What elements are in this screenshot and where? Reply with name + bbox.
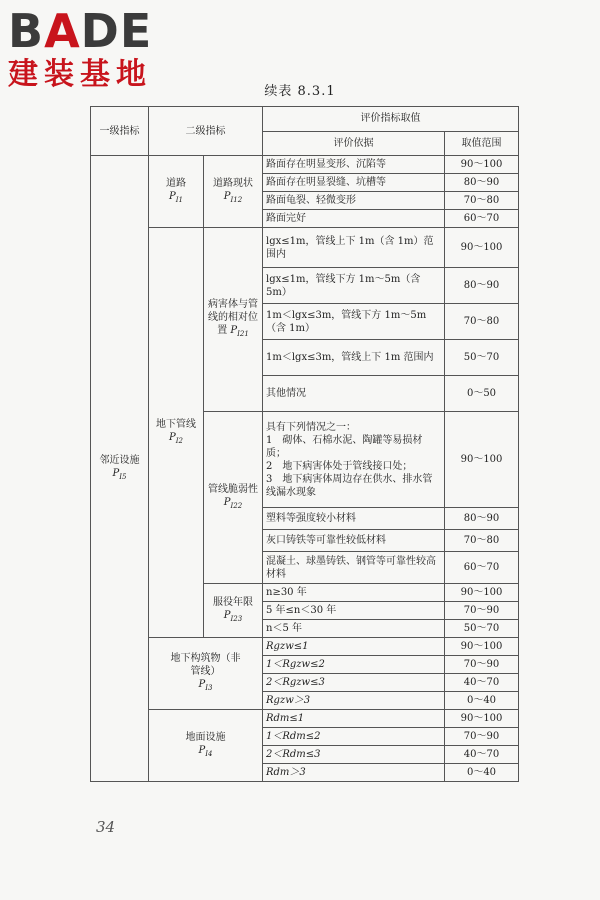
relpos-name: 病害体与管线的相对位置 xyxy=(208,299,258,336)
logo-wordmark: BADE xyxy=(8,4,153,58)
surface-name: 地面设施 xyxy=(185,731,226,743)
basis-cell: lgx≤1m，管线上下 1m（含 1m）范围内 xyxy=(263,228,445,268)
pipeline-code: P xyxy=(169,431,176,443)
surface-code-sub: I4 xyxy=(205,749,213,758)
vuln-code-sub: I22 xyxy=(230,501,243,510)
relpos-code: P xyxy=(230,325,238,336)
header-eval-group: 评价指标取值 xyxy=(263,107,519,132)
basis-cell: 路面存在明显裂缝、坑槽等 xyxy=(263,174,445,192)
range-cell: 40～70 xyxy=(445,674,519,692)
range-cell: 80～90 xyxy=(445,508,519,530)
relpos-code-sub: I21 xyxy=(237,330,249,338)
range-cell: 70～90 xyxy=(445,602,519,620)
range-cell: 70～80 xyxy=(445,530,519,552)
page-number: 34 xyxy=(96,818,116,836)
range-cell: 60～70 xyxy=(445,210,519,228)
range-cell: 40～70 xyxy=(445,746,519,764)
basis-cell: Rgzw＞3 xyxy=(263,692,445,710)
basis-cell: 灰口铸铁等可靠性较低材料 xyxy=(263,530,445,552)
road-code-sub: I1 xyxy=(175,195,183,204)
basis-cell: Rgzw≤1 xyxy=(263,638,445,656)
range-cell: 70～90 xyxy=(445,656,519,674)
range-cell: 90～100 xyxy=(445,584,519,602)
basis-cell: 塑料等强度较小材料 xyxy=(263,508,445,530)
range-cell: 60～70 xyxy=(445,552,519,584)
basis-cell: 1＜Rdm≤2 xyxy=(263,728,445,746)
basis-cell: 路面存在明显变形、沉陷等 xyxy=(263,156,445,174)
road-cell xyxy=(149,156,204,228)
table-row xyxy=(91,156,519,174)
pipeline-cell xyxy=(149,228,204,638)
pipeline-name: 地下管线 xyxy=(156,418,196,430)
service-code: P xyxy=(223,609,231,621)
table-caption: 续表 8.3.1 xyxy=(264,84,336,99)
level1-cell xyxy=(91,156,149,782)
basis-cell: 具有下列情况之一： 1 砌体、石棉水泥、陶罐等易损材质； 2 地下病害体处于管线接口处； 3 地下病害体周边存在供水、排水管线漏水现象 xyxy=(263,412,445,508)
range-cell: 90～100 xyxy=(445,156,519,174)
vuln-code: P xyxy=(223,496,231,508)
basis-cell: Rdm≤1 xyxy=(263,710,445,728)
basis-cell: 路面龟裂、轻微变形 xyxy=(263,192,445,210)
header-level1: 一级指标 xyxy=(91,107,149,156)
underground-code-sub: I3 xyxy=(205,684,213,692)
service-name: 服役年限 xyxy=(213,596,253,608)
header-level2: 二级指标 xyxy=(149,107,263,156)
road-name: 道路 xyxy=(166,177,186,189)
service-cell xyxy=(204,584,263,638)
header-basis: 评价依据 xyxy=(263,131,445,156)
table-row xyxy=(91,228,519,268)
pipeline-code-sub: I2 xyxy=(175,436,183,445)
relpos-cell xyxy=(204,228,263,412)
evaluation-table xyxy=(90,106,519,782)
surface-cell xyxy=(149,710,263,782)
basis-cell: 1m＜lgx≤3m，管线下方 1m～5m（含 1m） xyxy=(263,304,445,340)
header-row xyxy=(91,107,519,132)
vuln-name: 管线脆弱性 xyxy=(208,483,258,495)
range-cell: 70～80 xyxy=(445,192,519,210)
level1-code: P xyxy=(112,467,120,479)
range-cell: 0～50 xyxy=(445,376,519,412)
basis-cell: Rdm＞3 xyxy=(263,764,445,782)
range-cell: 90～100 xyxy=(445,412,519,508)
basis-cell: 5 年≤n＜30 年 xyxy=(263,602,445,620)
road-status-cell xyxy=(204,156,263,228)
basis-cell: 2＜Rdm≤3 xyxy=(263,746,445,764)
road-code: P xyxy=(169,190,176,202)
range-cell: 70～90 xyxy=(445,728,519,746)
basis-cell: n≥30 年 xyxy=(263,584,445,602)
range-cell: 50～70 xyxy=(445,620,519,638)
service-code-sub: I23 xyxy=(230,614,243,623)
road-status-code: P xyxy=(223,190,231,202)
table-row xyxy=(91,638,519,656)
level1-name: 邻近设施 xyxy=(99,454,140,466)
range-cell: 0～40 xyxy=(445,764,519,782)
range-cell: 80～90 xyxy=(445,174,519,192)
basis-cell: 1＜Rgzw≤2 xyxy=(263,656,445,674)
underground-name: 地下构筑物（非管线） xyxy=(170,653,241,677)
range-cell: 80～90 xyxy=(445,268,519,304)
range-cell: 90～100 xyxy=(445,638,519,656)
road-status-name: 道路现状 xyxy=(213,177,253,189)
table-row xyxy=(91,710,519,728)
basis-cell: 路面完好 xyxy=(263,210,445,228)
range-cell: 0～40 xyxy=(445,692,519,710)
underground-code: P xyxy=(198,679,206,690)
underground-cell xyxy=(149,638,263,710)
basis-cell: n＜5 年 xyxy=(263,620,445,638)
range-cell: 90～100 xyxy=(445,228,519,268)
range-cell: 70～80 xyxy=(445,304,519,340)
level1-code-sub: I5 xyxy=(119,472,127,481)
basis-cell: 其他情况 xyxy=(263,376,445,412)
basis-cell: 2＜Rgzw≤3 xyxy=(263,674,445,692)
header-range: 取值范围 xyxy=(445,131,519,156)
surface-code: P xyxy=(198,744,206,756)
logo-chinese-text: 建装基地 xyxy=(8,57,152,92)
road-status-code-sub: I12 xyxy=(230,195,243,204)
basis-cell: 混凝土、球墨铸铁、钢管等可靠性较高材料 xyxy=(263,552,445,584)
range-cell: 50～70 xyxy=(445,340,519,376)
vuln-cell xyxy=(204,412,263,584)
basis-cell: 1m＜lgx≤3m，管线上下 1m 范围内 xyxy=(263,340,445,376)
basis-cell: lgx≤1m，管线下方 1m～5m（含 5m） xyxy=(263,268,445,304)
range-cell: 90～100 xyxy=(445,710,519,728)
